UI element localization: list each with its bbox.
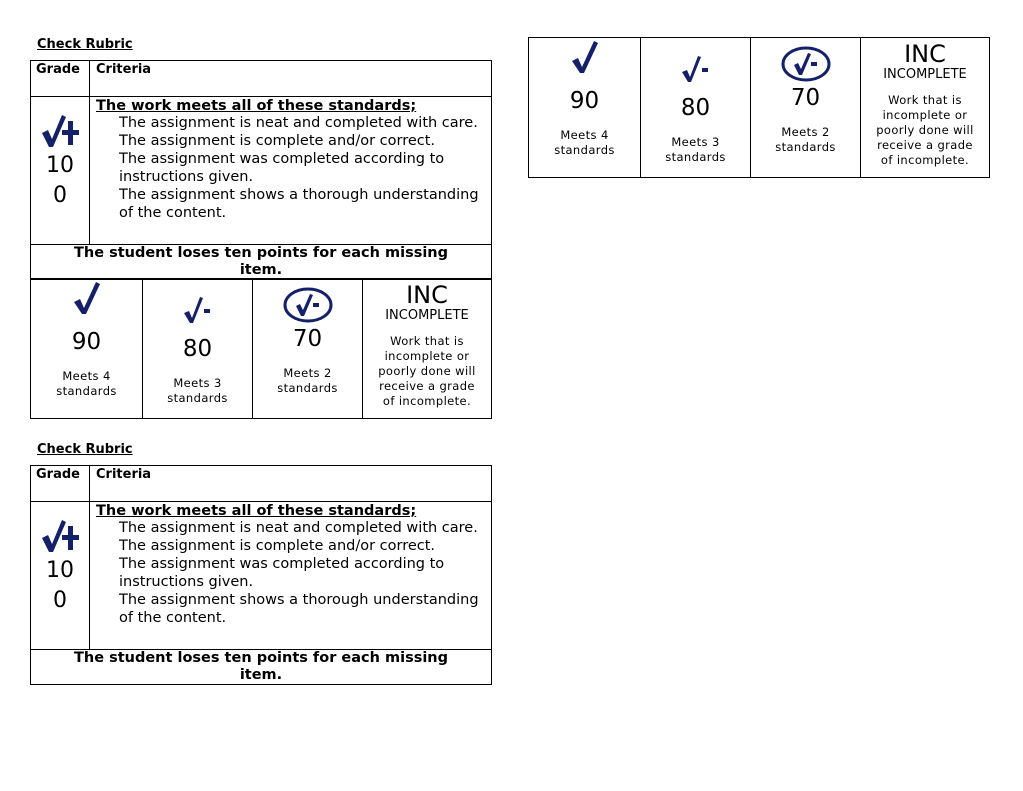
level-score: 80 bbox=[680, 95, 711, 121]
level-70 bbox=[253, 279, 363, 419]
level-90 bbox=[529, 38, 641, 178]
grade-header: Grade bbox=[31, 61, 90, 97]
rubric-table bbox=[30, 60, 492, 280]
rubric-title: Check Rubric bbox=[37, 37, 133, 52]
level-desc: Meets 4 standards bbox=[554, 128, 615, 157]
criteria-lead: The work meets all of these standards; bbox=[96, 503, 417, 519]
circled-check-minus-icon bbox=[282, 286, 334, 324]
level-score: 90 bbox=[569, 88, 600, 114]
criteria-item: The assignment was completed according to instructions given. bbox=[119, 151, 445, 185]
incomplete-label: INCOMPLETE bbox=[385, 308, 469, 323]
level-desc: Meets 2 standards bbox=[277, 366, 338, 395]
criteria-cell bbox=[90, 97, 492, 245]
check-icon bbox=[570, 40, 600, 76]
incomplete-desc: Work that is incomplete or poorly done will receive a grade of incomplete. bbox=[876, 93, 974, 167]
criteria-header: Criteria bbox=[90, 466, 492, 502]
level-incomplete bbox=[363, 279, 492, 419]
grade-score: 100 bbox=[46, 153, 74, 208]
grade-cell bbox=[31, 97, 90, 245]
levels-table-top bbox=[528, 37, 990, 178]
check-plus-icon bbox=[38, 516, 82, 556]
criteria-item: The assignment shows a thorough understanding of the content. bbox=[119, 187, 479, 221]
criteria-list bbox=[96, 114, 487, 222]
check-plus-icon bbox=[38, 111, 82, 151]
incomplete-code: INC bbox=[904, 40, 946, 68]
criteria-item: The assignment shows a thorough understanding of the content. bbox=[119, 592, 479, 626]
level-80 bbox=[641, 38, 751, 178]
criteria-item: The assignment was completed according to instructions given. bbox=[119, 556, 445, 590]
grade-score: 100 bbox=[46, 558, 74, 613]
levels-table bbox=[30, 278, 492, 419]
level-desc: Meets 2 standards bbox=[775, 125, 836, 154]
level-desc: Meets 3 standards bbox=[665, 135, 726, 164]
check-minus-icon bbox=[182, 296, 214, 326]
criteria-item: The assignment is complete and/or correct. bbox=[119, 538, 436, 554]
criteria-lead: The work meets all of these standards; bbox=[96, 98, 417, 114]
level-desc: Meets 3 standards bbox=[167, 376, 228, 405]
criteria-item: The assignment is neat and completed with care. bbox=[119, 520, 478, 536]
criteria-list bbox=[96, 519, 487, 627]
criteria-item: The assignment is complete and/or correct. bbox=[119, 133, 436, 149]
grade-cell bbox=[31, 502, 90, 650]
rubric-table bbox=[30, 465, 492, 685]
check-icon bbox=[72, 281, 102, 317]
footer-note: The student loses ten points for each missing item. bbox=[31, 245, 492, 280]
level-score: 70 bbox=[790, 85, 821, 111]
footer-note: The student loses ten points for each missing item. bbox=[31, 650, 492, 685]
rubric-title: Check Rubric bbox=[37, 442, 133, 457]
criteria-header: Criteria bbox=[90, 61, 492, 97]
level-score: 70 bbox=[292, 326, 323, 352]
level-score: 80 bbox=[182, 336, 213, 362]
level-incomplete bbox=[861, 38, 990, 178]
incomplete-code: INC bbox=[406, 281, 448, 309]
level-70 bbox=[751, 38, 861, 178]
level-score: 90 bbox=[71, 329, 102, 355]
level-90 bbox=[31, 279, 143, 419]
level-80 bbox=[143, 279, 253, 419]
circled-check-minus-icon bbox=[780, 45, 832, 83]
criteria-item: The assignment is neat and completed with care. bbox=[119, 115, 478, 131]
incomplete-label: INCOMPLETE bbox=[883, 67, 967, 82]
criteria-cell bbox=[90, 502, 492, 650]
check-minus-icon bbox=[680, 55, 712, 85]
grade-header: Grade bbox=[31, 466, 90, 502]
incomplete-desc: Work that is incomplete or poorly done will receive a grade of incomplete. bbox=[378, 334, 476, 408]
level-desc: Meets 4 standards bbox=[56, 369, 117, 398]
